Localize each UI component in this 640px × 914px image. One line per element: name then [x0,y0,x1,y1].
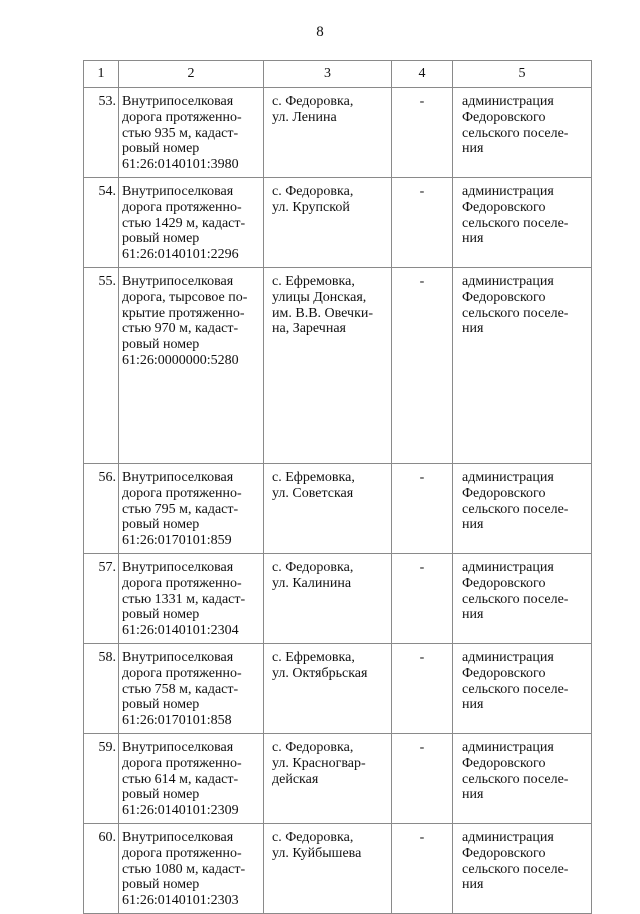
object-owner [453,734,592,824]
desc-line: 61:26:0170101:858 [122,713,232,729]
object-area: - [392,554,453,644]
desc-line: крытие протяженно- [122,305,245,321]
object-description [119,824,264,914]
desc-line: стью 614 м, кадаст- [122,771,239,787]
table-row [84,178,592,268]
desc-line: ровый номер [122,607,200,623]
loc-line: с. Федоровка, [272,560,354,575]
desc-line: Внутрипоселковая [122,470,234,485]
table-row [84,88,592,178]
object-location [264,734,392,824]
owner-line: сельского поселе- [462,125,569,141]
loc-line: с. Ефремовка, [272,470,355,485]
owner-line: ния [462,517,484,533]
owner-line: ния [462,697,484,713]
object-owner [453,88,592,178]
loc-line: им. В.В. Овечки- [272,305,374,321]
desc-line: дорога протяженно- [122,109,242,125]
owner-line: ния [462,321,484,337]
loc-line: на, Заречная [272,321,346,337]
owner-line: ния [462,607,484,623]
owner-line: сельского поселе- [462,861,569,877]
column-header-1: 1 [84,61,119,88]
desc-line: 61:26:0170101:859 [122,533,232,549]
table-row [84,644,592,734]
owner-line: ния [462,877,484,893]
desc-line: Внутрипоселковая [122,560,234,575]
owner-line: администрация [462,650,554,665]
object-owner [453,178,592,268]
loc-line: дейская [272,771,319,787]
owner-line: сельского поселе- [462,771,569,787]
row-number: 55. [84,268,119,464]
owner-line: администрация [462,184,554,199]
owner-line: администрация [462,830,554,845]
object-area: - [392,824,453,914]
owner-line: администрация [462,274,554,289]
desc-line: дорога протяженно- [122,845,242,861]
desc-line: 61:26:0140101:2304 [122,623,239,639]
desc-line: стью 1429 м, кадаст- [122,215,246,231]
owner-line: Федоровского [462,289,546,305]
owner-line: ния [462,231,484,247]
row-number: 59. [84,734,119,824]
desc-line: ровый номер [122,141,200,157]
owner-line: Федоровского [462,575,546,591]
desc-line: дорога протяженно- [122,485,242,501]
object-area: - [392,464,453,554]
table-row [84,554,592,644]
desc-line: ровый номер [122,877,200,893]
object-description [119,644,264,734]
column-header-2: 2 [119,61,264,88]
object-description [119,268,264,464]
desc-line: стью 935 м, кадаст- [122,125,239,141]
loc-line: с. Ефремовка, [272,650,355,665]
object-description [119,734,264,824]
desc-line: 61:26:0140101:2309 [122,803,239,819]
loc-line: с. Ефремовка, [272,274,355,289]
desc-line: ровый номер [122,517,200,533]
object-description [119,464,264,554]
object-description [119,554,264,644]
owner-line: Федоровского [462,109,546,125]
column-header-5: 5 [453,61,592,88]
loc-line: ул. Октябрьская [272,665,368,681]
object-owner [453,268,592,464]
object-owner [453,824,592,914]
owner-line: администрация [462,740,554,755]
owner-line: администрация [462,94,554,109]
loc-line: ул. Ленина [272,109,337,125]
desc-line: дорога протяженно- [122,665,242,681]
loc-line: с. Федоровка, [272,184,354,199]
desc-line: 61:26:0140101:2296 [122,247,239,263]
owner-line: сельского поселе- [462,681,569,697]
owner-line: ния [462,141,484,157]
table-row [84,734,592,824]
object-owner [453,464,592,554]
owner-line: Федоровского [462,845,546,861]
owner-line: сельского поселе- [462,501,569,517]
object-location [264,88,392,178]
table-body [84,88,592,914]
owner-line: сельского поселе- [462,305,569,321]
desc-line: Внутрипоселковая [122,740,234,755]
owner-line: администрация [462,470,554,485]
table-header [84,61,592,88]
owner-line: Федоровского [462,755,546,771]
owner-line: ния [462,787,484,803]
desc-line: стью 758 м, кадаст- [122,681,239,697]
desc-line: стью 970 м, кадаст- [122,321,239,337]
row-number: 60. [84,824,119,914]
header-row [84,61,592,88]
object-location [264,268,392,464]
desc-line: 61:26:0140101:2303 [122,893,239,909]
page-number: 8 [316,24,324,40]
object-location [264,464,392,554]
loc-line: улицы Донская, [272,289,367,305]
loc-line: с. Федоровка, [272,94,354,109]
owner-line: Федоровского [462,665,546,681]
object-area: - [392,88,453,178]
table-row [84,464,592,554]
table-row [84,824,592,914]
object-description [119,178,264,268]
object-location [264,644,392,734]
object-location [264,554,392,644]
desc-line: дорога протяженно- [122,199,242,215]
desc-line: ровый номер [122,337,200,353]
desc-line: ровый номер [122,697,200,713]
desc-line: Внутрипоселковая [122,274,234,289]
row-number: 56. [84,464,119,554]
desc-line: ровый номер [122,231,200,247]
owner-line: администрация [462,560,554,575]
object-owner [453,554,592,644]
loc-line: с. Федоровка, [272,830,354,845]
desc-line: Внутрипоселковая [122,830,234,845]
object-area: - [392,734,453,824]
object-area: - [392,268,453,464]
object-description [119,88,264,178]
desc-line: дорога протяженно- [122,755,242,771]
desc-line: дорога протяженно- [122,575,242,591]
row-number: 54. [84,178,119,268]
owner-line: Федоровского [462,485,546,501]
loc-line: ул. Советская [272,485,354,501]
desc-line: стью 1080 м, кадаст- [122,861,246,877]
desc-line: 61:26:0000000:5280 [122,352,239,368]
desc-line: Внутрипоселковая [122,184,234,199]
column-header-4: 4 [392,61,453,88]
object-area: - [392,644,453,734]
desc-line: стью 795 м, кадаст- [122,501,239,517]
desc-line: ровый номер [122,787,200,803]
loc-line: с. Федоровка, [272,740,354,755]
desc-line: Внутрипоселковая [122,94,234,109]
desc-line: стью 1331 м, кадаст- [122,591,246,607]
desc-line: дорога, тырсовое по- [122,289,248,305]
loc-line: ул. Красногвар- [272,755,366,771]
table-row [84,268,592,464]
owner-line: сельского поселе- [462,591,569,607]
owner-line: Федоровского [462,199,546,215]
object-area: - [392,178,453,268]
object-location [264,824,392,914]
loc-line: ул. Крупской [272,199,350,215]
desc-line: Внутрипоселковая [122,650,234,665]
row-number: 58. [84,644,119,734]
object-location [264,178,392,268]
loc-line: ул. Куйбышева [272,845,362,861]
owner-line: сельского поселе- [462,215,569,231]
column-header-3: 3 [264,61,392,88]
row-number: 57. [84,554,119,644]
desc-line: 61:26:0140101:3980 [122,157,239,173]
property-registry-table [83,60,592,914]
object-owner [453,644,592,734]
loc-line: ул. Калинина [272,575,352,591]
row-number: 53. [84,88,119,178]
